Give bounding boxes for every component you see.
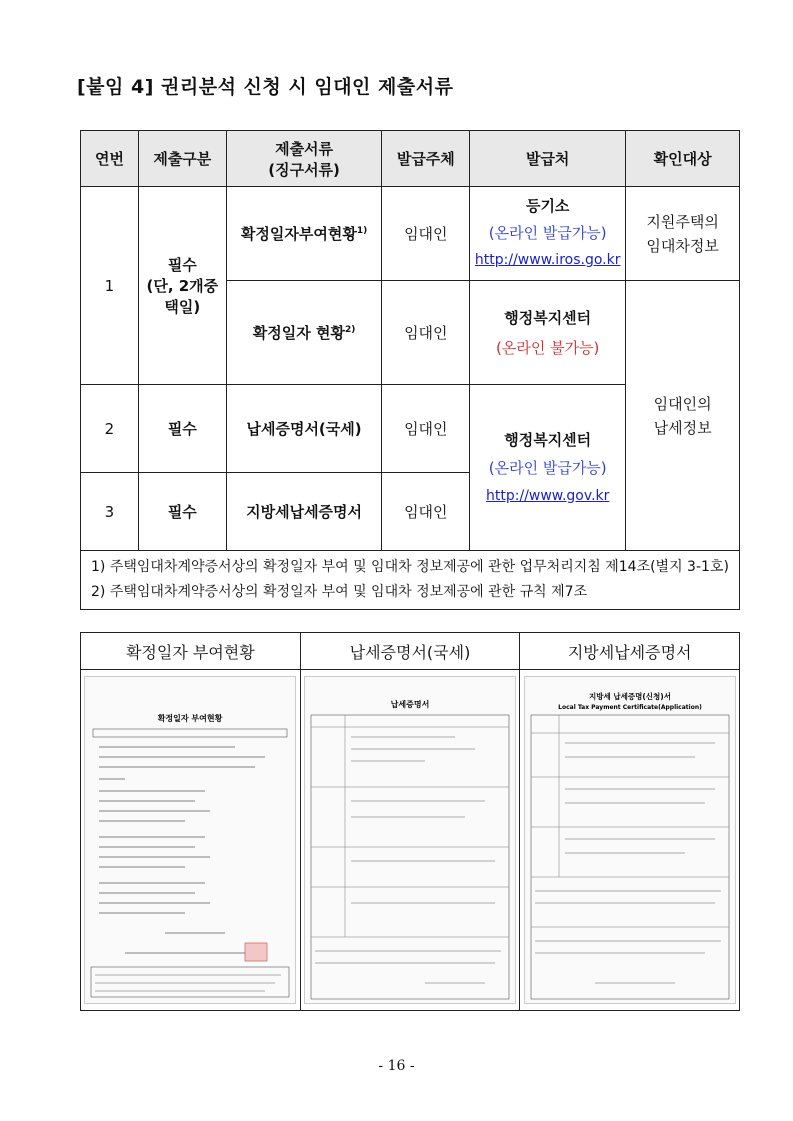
footnotes	[81, 551, 740, 610]
row1-doc: 확정일자부여현황$^{1)}$	[226, 187, 382, 281]
row1-issuer: 임대인	[382, 187, 470, 281]
header-category: 제출구분	[138, 131, 226, 187]
header-no: 연번	[81, 131, 139, 187]
row1-no: 1	[81, 187, 139, 385]
header-doc	[226, 131, 382, 187]
documents-table	[80, 130, 740, 610]
svg-text:지방세 납세증명(신청)서: 지방세 납세증명(신청)서	[588, 692, 671, 701]
header-office: 발급처	[470, 131, 626, 187]
header-doc-line1: 제출서류	[275, 139, 334, 158]
footnote-2: 2) 주택임대차계약증서상의 확정일자 부여 및 임대차 정보제공에 관한 규칙 제7조	[91, 584, 588, 600]
header-issuer: 발급주체	[382, 131, 470, 187]
row2-office: 행정복지센터 (온라인 발급가능) http://www.gov.kr	[470, 385, 626, 551]
row2-issuer: 임대인	[382, 385, 470, 473]
row1b-issuer: 임대인	[382, 281, 470, 385]
gov-link[interactable]: http://www.gov.kr	[486, 487, 610, 504]
table-row	[81, 187, 740, 281]
row1-office: 등기소 (온라인 발급가능) http://www.iros.go.kr	[470, 187, 626, 281]
row2-target: 임대인의 납세정보	[626, 281, 740, 551]
svg-text:납세증명서: 납세증명서	[390, 700, 430, 709]
row2-doc: 납세증명서(국세)	[226, 385, 382, 473]
svg-text:Local Tax Payment Certificate(: Local Tax Payment Certificate(Application)	[557, 704, 702, 711]
svg-text:확정일자 부여현황: 확정일자 부여현황	[158, 714, 223, 723]
header-doc-line2: (징구서류)	[268, 160, 340, 179]
sample-label-1: 확정일자 부여현황	[81, 633, 301, 670]
sample-label-2: 납세증명서(국세)	[300, 633, 520, 670]
row3-doc: 지방세납세증명서	[226, 473, 382, 551]
row3-no: 3	[81, 473, 139, 551]
document-thumbnail-icon	[85, 677, 295, 1003]
page-number: - 16 -	[378, 1058, 415, 1074]
sample-image-confirmation	[84, 676, 296, 1004]
footnote-1: 1) 주택임대차계약증서상의 확정일자 부여 및 임대차 정보제공에 관한 업무처리지침 제14조(별지 3-1호)	[91, 559, 729, 575]
row1b-doc: 확정일자 현황$^{2)}$	[226, 281, 382, 385]
row3-category: 필수	[138, 473, 226, 551]
iros-link[interactable]: http://www.iros.go.kr	[474, 252, 621, 268]
page-title: [붙임 4] 권리분석 신청 시 임대인 제출서류	[77, 76, 454, 98]
sample-image-local-tax	[524, 676, 736, 1004]
row1-target: 지원주택의 임대차정보	[626, 187, 740, 281]
notes-row	[81, 551, 740, 610]
document-thumbnail-icon	[305, 677, 515, 1003]
header-target: 확인대상	[626, 131, 740, 187]
sample-label-3: 지방세납세증명서	[520, 633, 740, 670]
row3-issuer: 임대인	[382, 473, 470, 551]
row1-category: 필수 (단, 2개중 택일)	[138, 187, 226, 385]
document-samples-table	[80, 632, 740, 1011]
sample-image-national-tax	[304, 676, 516, 1004]
document-thumbnail-icon	[525, 677, 735, 1003]
row2-category: 필수	[138, 385, 226, 473]
row2-no: 2	[81, 385, 139, 473]
header-row	[81, 131, 740, 187]
row1b-office: 행정복지센터 (온라인 불가능)	[470, 281, 626, 385]
